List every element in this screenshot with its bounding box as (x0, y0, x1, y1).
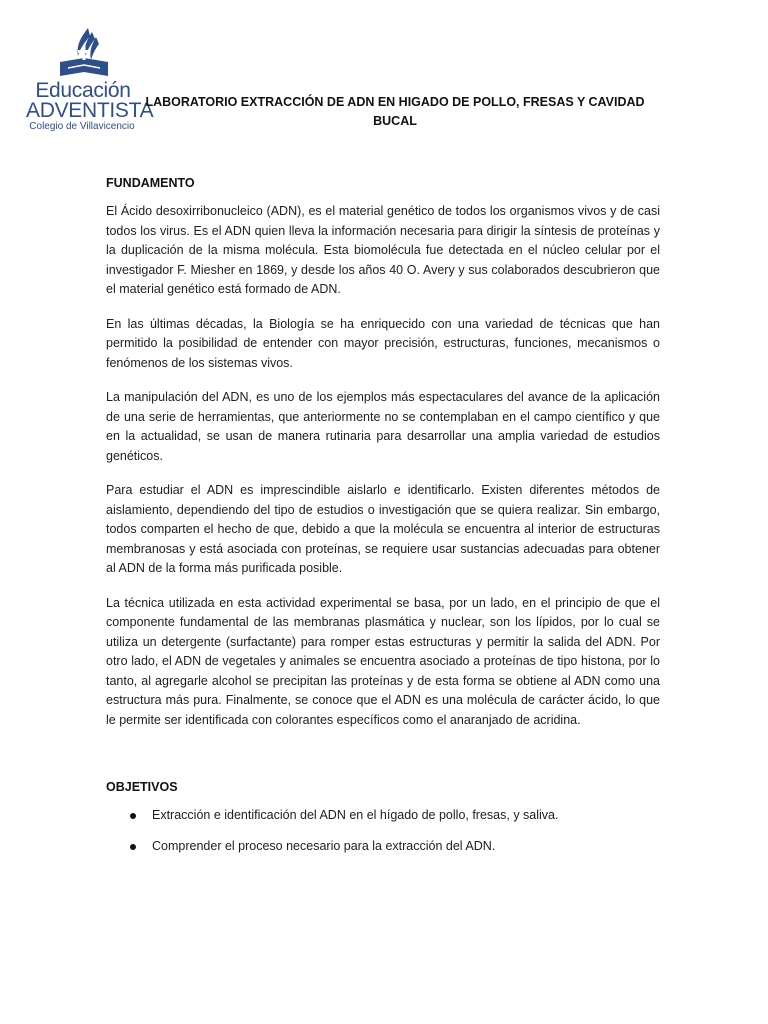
logo-text-adventista: ADVENTISTA (26, 99, 154, 122)
logo-text-educacion: Educación (35, 79, 131, 102)
fundamento-paragraph: En las últimas décadas, la Biología se ha enriquecido con una variedad de técnicas que han permitido la posibilidad de entender con mayor precisión, estructuras, funciones, mecanismos o fenómenos de los sistemas vivos. (106, 316, 660, 370)
fundamento-heading: FUNDAMENTO (106, 176, 195, 190)
objetivos-heading: OBJETIVOS (106, 780, 178, 794)
list-item (106, 806, 660, 825)
fundamento-paragraph: La manipulación del ADN, es uno de los ejemplos más espectaculares del avance de la aplicación de una serie de herramientas, que anteriormente no se contemplaban en el campo científico y que en la actualidad, se usan de manera rutinaria para desarrollar una amplia variedad de estudios genéticos. (106, 390, 660, 463)
adventist-flame-book-icon (54, 26, 114, 82)
document-body (106, 174, 660, 868)
fundamento-paragraph: La técnica utilizada en esta actividad experimental se basa, por un lado, en el principio de que el componente fundamental de las membranas plasmática y nuclear, son los lípidos, por lo cual se utiliza un detergente (surfactante) para romper estas estructuras y permitir la salida del ADN. Por otro lado, el ADN de vegetales y animales se encuentra asociado a proteínas de tipo histona, por lo tanto, al agregarle alcohol se precipitan las proteínas y de esta forma se obtiene al ADN como una estructura más pura. Finalmente, se conoce que el ADN es una molécula de carácter ácido, lo que le permite ser identificada con colorantes específicos como el anaranjado de acridina. (106, 595, 660, 727)
document-title-line1: LABORATORIO EXTRACCIÓN DE ADN EN HIGADO DE POLLO, FRESAS Y CAVIDAD (145, 95, 645, 109)
document-title-line2: BUCAL (373, 114, 417, 128)
bullet-icon (130, 813, 136, 819)
objetivos-list (106, 806, 660, 856)
bullet-icon (130, 844, 136, 850)
logo-text-colegio: Colegio de Villavicencio (29, 121, 135, 132)
objetivo-text: Comprender el proceso necesario para la extracción del ADN. (152, 839, 496, 853)
school-logo (24, 26, 154, 132)
objetivo-text: Extracción e identificación del ADN en el hígado de pollo, fresas, y saliva. (152, 808, 559, 822)
fundamento-paragraph: Para estudiar el ADN es imprescindible aislarlo e identificarlo. Existen diferentes métodos de aislamiento, dependiendo del tipo de estudios o investigación que se quiera realizar. Sin embargo, todos comparten el hecho de que, debido a que la molécula se encuentra al interior de estructuras membranosas y está asociada con proteínas, se requiere usar sustancias adecuadas para obtener al ADN de la forma más purificada posible. (106, 483, 660, 575)
document-title (140, 93, 650, 131)
section-spacer (106, 745, 660, 778)
list-item (106, 837, 660, 856)
fundamento-paragraph: El Ácido desoxirribonucleico (ADN), es el material genético de todos los organismos vivos y de casi todos los virus. Es el ADN quien lleva la información necesaria para dirigir la síntesis de proteínas y la duplicación de la misma molécula. Esta biomolécula fue detectada en el núcleo celular por el investigador F. Miesher en 1869, y desde los años 40 O. Avery y sus colaborados descubrieron que el material genético está formado de ADN. (106, 204, 660, 296)
